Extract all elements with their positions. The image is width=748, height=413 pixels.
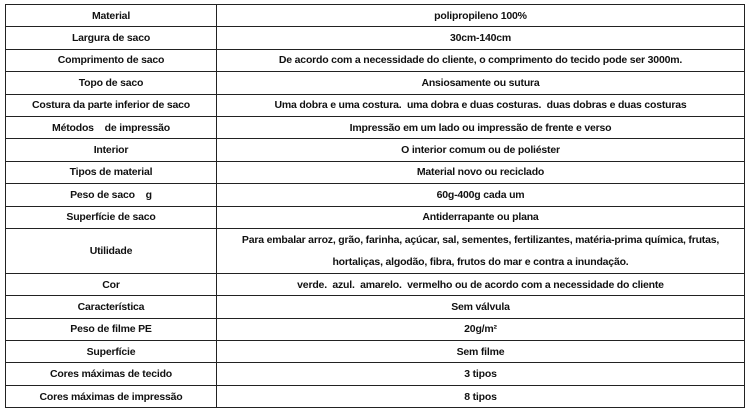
table-row [6, 206, 745, 228]
table-row [6, 341, 745, 363]
spec-value: De acordo com a necessidade do cliente, o comprimento do tecido pode ser 3000m. [217, 49, 745, 71]
spec-label: Costura da parte inferior de saco [6, 94, 217, 116]
spec-label: Cor [6, 273, 217, 295]
spec-value: Ansiosamente ou sutura [217, 72, 745, 94]
spec-label: Utilidade [6, 228, 217, 273]
spec-label: Cores máximas de impressão [6, 385, 217, 407]
spec-label: Comprimento de saco [6, 49, 217, 71]
table-row [6, 228, 745, 273]
table-row [6, 5, 745, 27]
spec-value: Uma dobra e uma costura. uma dobra e duas costuras. duas dobras e duas costuras [217, 94, 745, 116]
spec-value: 3 tipos [217, 363, 745, 385]
table-row [6, 385, 745, 407]
spec-value: Antiderrapante ou plana [217, 206, 745, 228]
spec-label: Topo de saco [6, 72, 217, 94]
spec-value: Para embalar arroz, grão, farinha, açúcar, sal, sementes, fertilizantes, matéria-prima química, frutas, hortaliças, algodão, fibra, frutos do mar e contra a inundação. [217, 228, 745, 273]
spec-value: 60g-400g cada um [217, 184, 745, 206]
spec-label: Peso de saco g [6, 184, 217, 206]
spec-label: Peso de filme PE [6, 318, 217, 340]
table-row [6, 139, 745, 161]
table-row [6, 94, 745, 116]
spec-label: Largura de saco [6, 27, 217, 49]
table-row [6, 49, 745, 71]
table-row [6, 27, 745, 49]
spec-label: Superfície de saco [6, 206, 217, 228]
spec-label: Superfície [6, 341, 217, 363]
spec-label: Interior [6, 139, 217, 161]
table-row [6, 184, 745, 206]
table-row [6, 318, 745, 340]
spec-table [5, 4, 745, 408]
spec-label: Material [6, 5, 217, 27]
spec-value: polipropileno 100% [217, 5, 745, 27]
table-row [6, 72, 745, 94]
spec-value: verde. azul. amarelo. vermelho ou de acordo com a necessidade do cliente [217, 273, 745, 295]
table-row [6, 161, 745, 183]
spec-label: Tipos de material [6, 161, 217, 183]
table-row [6, 273, 745, 295]
spec-value: 20g/m² [217, 318, 745, 340]
spec-label: Cores máximas de tecido [6, 363, 217, 385]
spec-value: Sem filme [217, 341, 745, 363]
spec-value: 30cm-140cm [217, 27, 745, 49]
spec-value: Impressão em um lado ou impressão de frente e verso [217, 116, 745, 138]
table-row [6, 363, 745, 385]
table-row [6, 116, 745, 138]
spec-value: O interior comum ou de poliéster [217, 139, 745, 161]
spec-value: 8 tipos [217, 385, 745, 407]
spec-label: Característica [6, 296, 217, 318]
spec-value: Material novo ou reciclado [217, 161, 745, 183]
table-row [6, 296, 745, 318]
spec-label: Métodos de impressão [6, 116, 217, 138]
spec-value: Sem válvula [217, 296, 745, 318]
